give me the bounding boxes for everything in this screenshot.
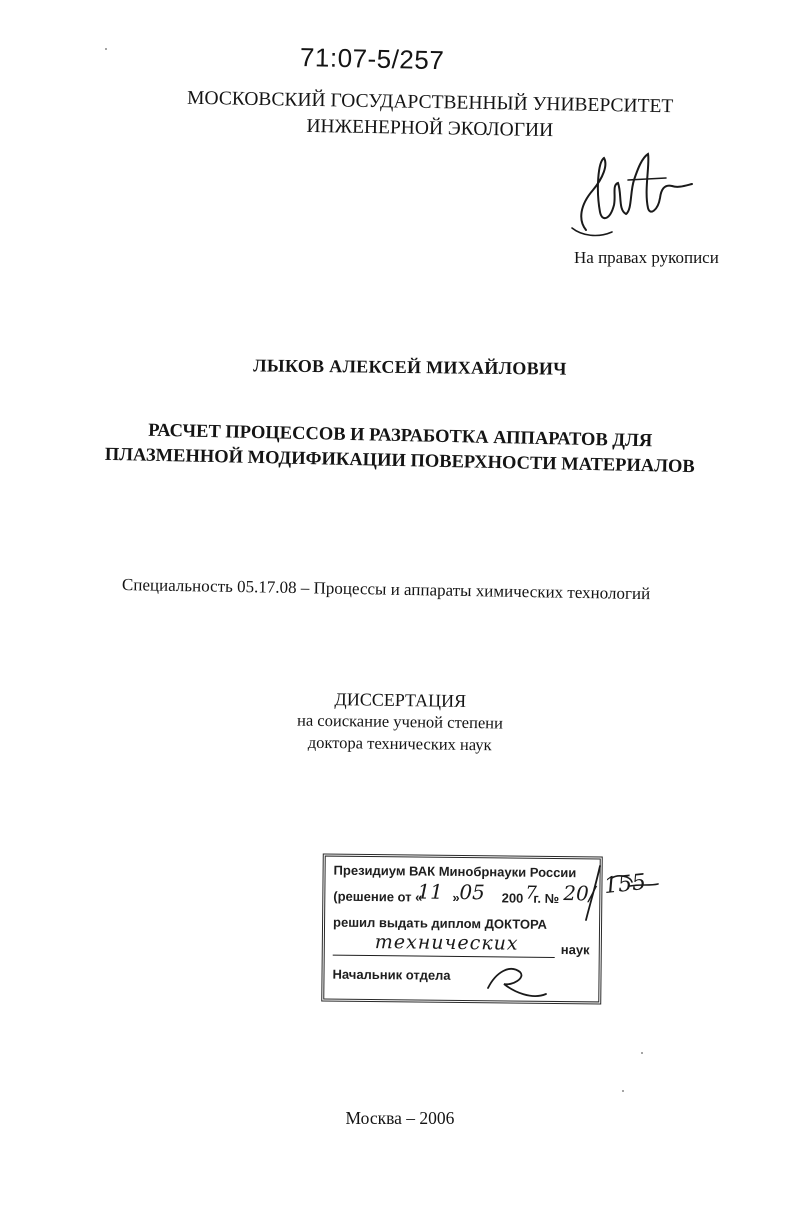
degree-line-1: на соискание ученой степени	[296, 710, 504, 733]
year-prefix: 200	[501, 890, 524, 906]
field-suffix: наук	[560, 942, 590, 958]
year-suffix: г. №	[533, 890, 560, 907]
scan-speck	[622, 1090, 624, 1092]
handwritten-month: 05	[459, 879, 485, 905]
handwritten-number-extra: 155	[602, 869, 648, 900]
dissertation-title	[90, 418, 711, 481]
place-and-year: Москва – 2006	[345, 1108, 455, 1128]
scan-speck	[105, 48, 107, 50]
handwritten-day: 11	[417, 879, 443, 904]
decision-prefix: (решение от «	[333, 888, 423, 905]
title-line-2: ПЛАЗМЕННОЙ МОДИФИКАЦИИ ПОВЕРХНОСТИ МАТЕРИАЛОВ	[104, 444, 695, 478]
decision-sep: »	[452, 889, 460, 905]
handwritten-number: 20/	[563, 881, 596, 906]
author-signature	[568, 150, 698, 245]
handwritten-field: технических	[374, 931, 519, 955]
rights-note: На правах рукописи	[574, 248, 719, 267]
university-line-2: ИНЖЕНЕРНОЙ ЭКОЛОГИИ	[306, 115, 554, 142]
title-line-1: РАСЧЕТ ПРОЦЕССОВ И РАЗРАБОТКА АППАРАТОВ ДЛЯ	[148, 420, 653, 452]
stamp-line-3: решил выдать диплом ДОКТОРА	[332, 914, 548, 932]
author-name: ЛЫКОВ АЛЕКСЕЙ МИХАЙЛОВИЧ	[253, 355, 567, 379]
stamp-line-5: Начальник отдела	[332, 966, 451, 983]
stamp-line-1: Президиум ВАК Минобрнауки России	[333, 862, 577, 881]
university-name	[160, 85, 701, 146]
specialty: Специальность 05.17.08 – Процессы и аппараты химических технологий	[121, 575, 651, 604]
scan-speck	[641, 1052, 643, 1054]
degree-line-2: доктора технических наук	[307, 732, 492, 755]
handwritten-year-digit: 7	[525, 882, 537, 904]
archive-code: 71:07-5/257	[299, 42, 445, 76]
dissertation-heading: ДИССЕРТАЦИЯ	[334, 689, 467, 711]
dissertation-block	[200, 686, 601, 758]
university-line-1: МОСКОВСКИЙ ГОСУДАРСТВЕННЫЙ УНИВЕРСИТЕТ	[186, 87, 674, 118]
